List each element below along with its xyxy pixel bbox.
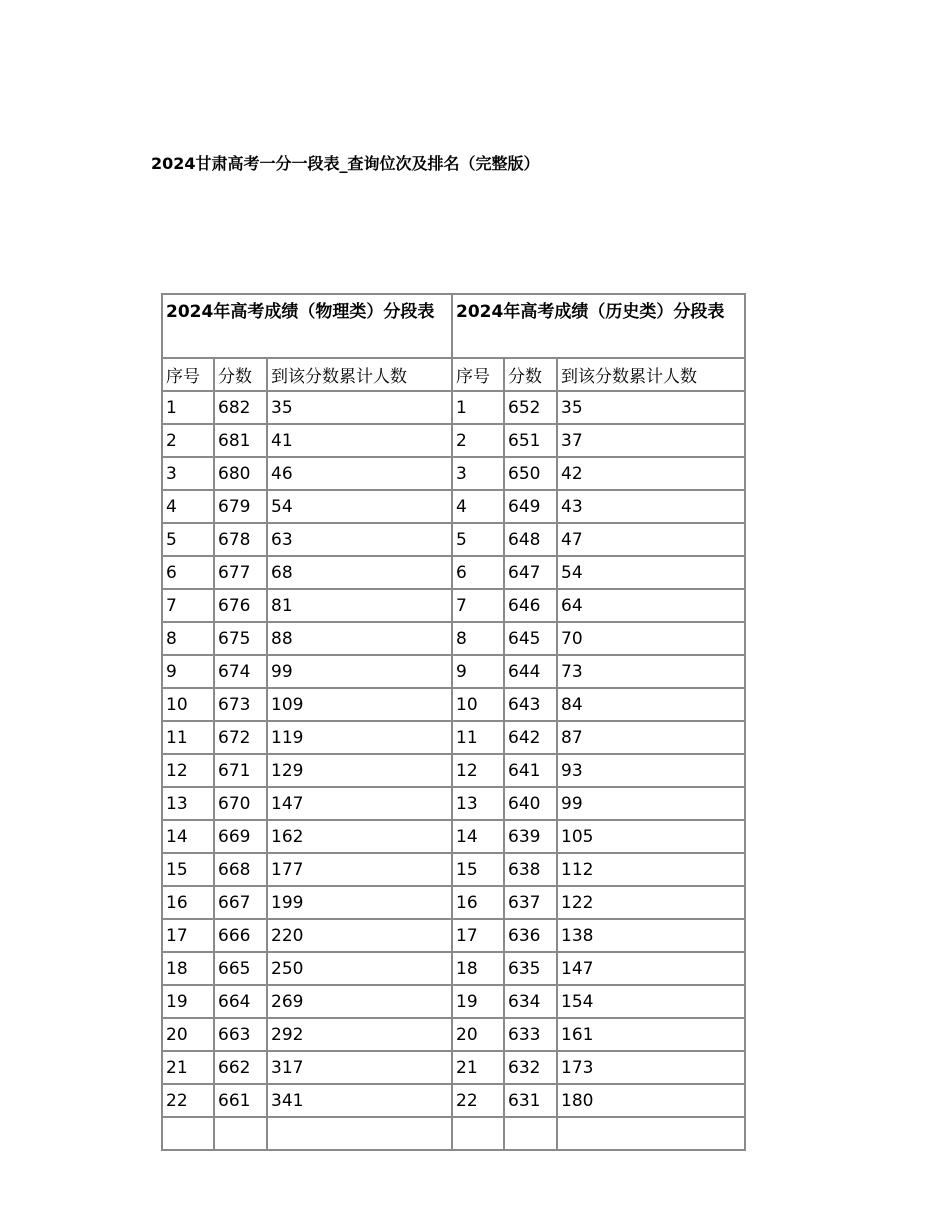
rank-physics-cell: 7 bbox=[163, 590, 215, 623]
table-title-row bbox=[163, 295, 744, 359]
score-physics-cell: 668 bbox=[215, 854, 268, 887]
cumulative-history-cell: 105 bbox=[558, 821, 744, 854]
column-header-row bbox=[163, 359, 744, 392]
table-row bbox=[163, 689, 744, 722]
score-physics-cell: 662 bbox=[215, 1052, 268, 1085]
score-history-cell: 642 bbox=[505, 722, 558, 755]
score-physics-cell bbox=[215, 1118, 268, 1151]
table-row bbox=[163, 788, 744, 821]
rank-physics-cell: 17 bbox=[163, 920, 215, 953]
table-row bbox=[163, 458, 744, 491]
rank-history-cell: 9 bbox=[453, 656, 505, 689]
rank-history-cell: 10 bbox=[453, 689, 505, 722]
rank-physics-cell: 16 bbox=[163, 887, 215, 920]
rank-history-cell: 22 bbox=[453, 1085, 505, 1118]
rank-physics-cell: 22 bbox=[163, 1085, 215, 1118]
column-header-score-physics: 分数 bbox=[215, 359, 268, 392]
rank-physics-cell: 19 bbox=[163, 986, 215, 1019]
cumulative-history-cell: 180 bbox=[558, 1085, 744, 1118]
rank-history-cell: 16 bbox=[453, 887, 505, 920]
table-row bbox=[163, 722, 744, 755]
cumulative-history-cell: 173 bbox=[558, 1052, 744, 1085]
column-header-rank-physics: 序号 bbox=[163, 359, 215, 392]
score-history-cell: 635 bbox=[505, 953, 558, 986]
cumulative-physics-cell: 129 bbox=[268, 755, 453, 788]
score-history-cell: 647 bbox=[505, 557, 558, 590]
score-history-cell: 632 bbox=[505, 1052, 558, 1085]
cumulative-history-cell: 70 bbox=[558, 623, 744, 656]
table-row bbox=[163, 887, 744, 920]
rank-history-cell: 8 bbox=[453, 623, 505, 656]
rank-physics-cell: 12 bbox=[163, 755, 215, 788]
score-physics-cell: 670 bbox=[215, 788, 268, 821]
score-history-cell: 643 bbox=[505, 689, 558, 722]
score-history-cell: 649 bbox=[505, 491, 558, 524]
score-history-cell: 652 bbox=[505, 392, 558, 425]
table-row bbox=[163, 1118, 744, 1151]
cumulative-history-cell: 93 bbox=[558, 755, 744, 788]
rank-physics-cell: 4 bbox=[163, 491, 215, 524]
score-physics-cell: 679 bbox=[215, 491, 268, 524]
score-physics-cell: 681 bbox=[215, 425, 268, 458]
cumulative-history-cell bbox=[558, 1118, 744, 1151]
rank-physics-cell: 2 bbox=[163, 425, 215, 458]
table-row bbox=[163, 1085, 744, 1118]
cumulative-history-cell: 43 bbox=[558, 491, 744, 524]
cumulative-physics-cell bbox=[268, 1118, 453, 1151]
cumulative-history-cell: 99 bbox=[558, 788, 744, 821]
table-row bbox=[163, 920, 744, 953]
score-physics-cell: 671 bbox=[215, 755, 268, 788]
score-history-cell: 640 bbox=[505, 788, 558, 821]
score-physics-cell: 674 bbox=[215, 656, 268, 689]
score-physics-cell: 669 bbox=[215, 821, 268, 854]
cumulative-physics-cell: 250 bbox=[268, 953, 453, 986]
rank-history-cell: 18 bbox=[453, 953, 505, 986]
cumulative-physics-cell: 317 bbox=[268, 1052, 453, 1085]
cumulative-history-cell: 161 bbox=[558, 1019, 744, 1052]
cumulative-physics-cell: 41 bbox=[268, 425, 453, 458]
score-history-cell: 648 bbox=[505, 524, 558, 557]
history-table-header: 2024年高考成绩（历史类）分段表 bbox=[453, 295, 744, 359]
cumulative-history-cell: 147 bbox=[558, 953, 744, 986]
cumulative-physics-cell: 269 bbox=[268, 986, 453, 1019]
score-physics-cell: 682 bbox=[215, 392, 268, 425]
table-row bbox=[163, 425, 744, 458]
rank-physics-cell: 8 bbox=[163, 623, 215, 656]
cumulative-history-cell: 112 bbox=[558, 854, 744, 887]
table-row bbox=[163, 656, 744, 689]
table-row bbox=[163, 1019, 744, 1052]
score-history-cell: 637 bbox=[505, 887, 558, 920]
rank-history-cell: 13 bbox=[453, 788, 505, 821]
rank-history-cell: 17 bbox=[453, 920, 505, 953]
table-row bbox=[163, 491, 744, 524]
cumulative-physics-cell: 54 bbox=[268, 491, 453, 524]
physics-table-header: 2024年高考成绩（物理类）分段表 bbox=[163, 295, 453, 359]
rank-physics-cell: 1 bbox=[163, 392, 215, 425]
column-header-rank-history: 序号 bbox=[453, 359, 505, 392]
cumulative-physics-cell: 341 bbox=[268, 1085, 453, 1118]
rank-history-cell: 2 bbox=[453, 425, 505, 458]
rank-physics-cell: 14 bbox=[163, 821, 215, 854]
score-physics-cell: 665 bbox=[215, 953, 268, 986]
cumulative-physics-cell: 119 bbox=[268, 722, 453, 755]
column-header-cumulative-physics: 到该分数累计人数 bbox=[268, 359, 453, 392]
score-physics-cell: 678 bbox=[215, 524, 268, 557]
table-row bbox=[163, 392, 744, 425]
score-history-cell: 631 bbox=[505, 1085, 558, 1118]
score-physics-cell: 661 bbox=[215, 1085, 268, 1118]
score-physics-cell: 666 bbox=[215, 920, 268, 953]
cumulative-physics-cell: 147 bbox=[268, 788, 453, 821]
cumulative-physics-cell: 162 bbox=[268, 821, 453, 854]
rank-history-cell: 3 bbox=[453, 458, 505, 491]
cumulative-history-cell: 122 bbox=[558, 887, 744, 920]
cumulative-physics-cell: 292 bbox=[268, 1019, 453, 1052]
rank-physics-cell: 21 bbox=[163, 1052, 215, 1085]
cumulative-physics-cell: 46 bbox=[268, 458, 453, 491]
rank-physics-cell: 9 bbox=[163, 656, 215, 689]
cumulative-physics-cell: 109 bbox=[268, 689, 453, 722]
score-history-cell: 646 bbox=[505, 590, 558, 623]
cumulative-history-cell: 42 bbox=[558, 458, 744, 491]
rank-physics-cell: 18 bbox=[163, 953, 215, 986]
cumulative-history-cell: 73 bbox=[558, 656, 744, 689]
score-history-cell bbox=[505, 1118, 558, 1151]
cumulative-history-cell: 87 bbox=[558, 722, 744, 755]
rank-history-cell: 15 bbox=[453, 854, 505, 887]
score-physics-cell: 677 bbox=[215, 557, 268, 590]
rank-history-cell: 1 bbox=[453, 392, 505, 425]
column-header-cumulative-history: 到该分数累计人数 bbox=[558, 359, 744, 392]
cumulative-history-cell: 154 bbox=[558, 986, 744, 1019]
rank-physics-cell: 6 bbox=[163, 557, 215, 590]
rank-physics-cell: 5 bbox=[163, 524, 215, 557]
rank-history-cell: 21 bbox=[453, 1052, 505, 1085]
rank-physics-cell: 15 bbox=[163, 854, 215, 887]
table-row bbox=[163, 557, 744, 590]
cumulative-physics-cell: 63 bbox=[268, 524, 453, 557]
cumulative-physics-cell: 220 bbox=[268, 920, 453, 953]
cumulative-history-cell: 37 bbox=[558, 425, 744, 458]
cumulative-history-cell: 138 bbox=[558, 920, 744, 953]
rank-history-cell bbox=[453, 1118, 505, 1151]
table-row bbox=[163, 623, 744, 656]
score-history-cell: 634 bbox=[505, 986, 558, 1019]
score-physics-cell: 673 bbox=[215, 689, 268, 722]
cumulative-history-cell: 35 bbox=[558, 392, 744, 425]
score-physics-cell: 664 bbox=[215, 986, 268, 1019]
cumulative-physics-cell: 81 bbox=[268, 590, 453, 623]
score-history-cell: 645 bbox=[505, 623, 558, 656]
score-physics-cell: 676 bbox=[215, 590, 268, 623]
cumulative-physics-cell: 199 bbox=[268, 887, 453, 920]
rank-physics-cell: 20 bbox=[163, 1019, 215, 1052]
rank-history-cell: 7 bbox=[453, 590, 505, 623]
cumulative-physics-cell: 68 bbox=[268, 557, 453, 590]
document-title: 2024甘肃高考一分一段表_查询位次及排名（完整版） bbox=[151, 154, 540, 173]
score-physics-cell: 663 bbox=[215, 1019, 268, 1052]
cumulative-history-cell: 64 bbox=[558, 590, 744, 623]
rank-history-cell: 4 bbox=[453, 491, 505, 524]
table-row bbox=[163, 755, 744, 788]
rank-history-cell: 5 bbox=[453, 524, 505, 557]
cumulative-history-cell: 84 bbox=[558, 689, 744, 722]
score-history-cell: 633 bbox=[505, 1019, 558, 1052]
rank-history-cell: 14 bbox=[453, 821, 505, 854]
score-physics-cell: 680 bbox=[215, 458, 268, 491]
rank-history-cell: 12 bbox=[453, 755, 505, 788]
score-distribution-table bbox=[161, 293, 746, 1151]
table-row bbox=[163, 590, 744, 623]
score-history-cell: 641 bbox=[505, 755, 558, 788]
table-row bbox=[163, 821, 744, 854]
table-row bbox=[163, 854, 744, 887]
cumulative-physics-cell: 88 bbox=[268, 623, 453, 656]
rank-history-cell: 19 bbox=[453, 986, 505, 1019]
score-physics-cell: 675 bbox=[215, 623, 268, 656]
cumulative-physics-cell: 99 bbox=[268, 656, 453, 689]
cumulative-history-cell: 54 bbox=[558, 557, 744, 590]
score-physics-cell: 672 bbox=[215, 722, 268, 755]
rank-physics-cell: 13 bbox=[163, 788, 215, 821]
rank-physics-cell: 11 bbox=[163, 722, 215, 755]
score-history-cell: 639 bbox=[505, 821, 558, 854]
score-history-cell: 650 bbox=[505, 458, 558, 491]
column-header-score-history: 分数 bbox=[505, 359, 558, 392]
score-physics-cell: 667 bbox=[215, 887, 268, 920]
score-history-cell: 638 bbox=[505, 854, 558, 887]
rank-history-cell: 20 bbox=[453, 1019, 505, 1052]
score-history-cell: 651 bbox=[505, 425, 558, 458]
table-row bbox=[163, 1052, 744, 1085]
score-history-cell: 644 bbox=[505, 656, 558, 689]
cumulative-history-cell: 47 bbox=[558, 524, 744, 557]
cumulative-physics-cell: 177 bbox=[268, 854, 453, 887]
rank-physics-cell: 3 bbox=[163, 458, 215, 491]
cumulative-physics-cell: 35 bbox=[268, 392, 453, 425]
table-row bbox=[163, 953, 744, 986]
rank-history-cell: 11 bbox=[453, 722, 505, 755]
rank-physics-cell: 10 bbox=[163, 689, 215, 722]
rank-physics-cell bbox=[163, 1118, 215, 1151]
table-row bbox=[163, 524, 744, 557]
table-row bbox=[163, 986, 744, 1019]
rank-history-cell: 6 bbox=[453, 557, 505, 590]
score-history-cell: 636 bbox=[505, 920, 558, 953]
